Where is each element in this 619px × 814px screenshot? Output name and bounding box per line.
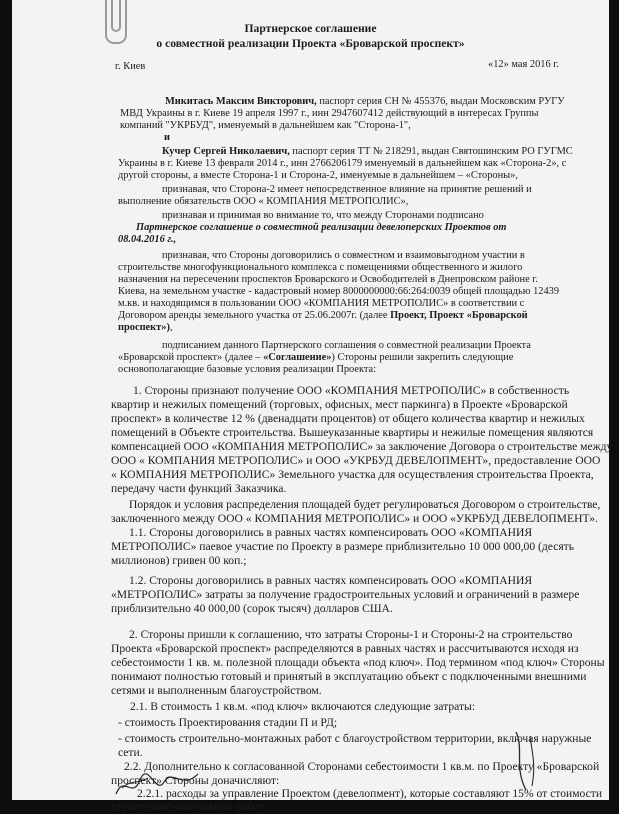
party1-line-1: [165, 96, 565, 108]
clause1-2-line-1: 1.2. Стороны договорились в равных частях компенсировать ООО «КОМПАНИЯ: [129, 574, 533, 587]
clause2-1-item-2-line-2: сети.: [118, 746, 143, 759]
agreement-definition: «Соглашение»: [263, 352, 332, 363]
clause1-1-line-2: МЕТРОПОЛИС» паевое участие по Проекту в размере приблизительно 10 000 000,00 (десять: [111, 540, 575, 553]
recital3-line-2: строительстве многофункционального комплекса с помещениями общественного и жилого: [118, 262, 523, 273]
prev-agreement-line-1: Партнерское соглашение о совместной реализации девелоперских Проектов от: [136, 222, 507, 233]
distribution-line-1: Порядок и условия распределения площадей будет регулироваться Договором о строительстве,: [129, 498, 601, 511]
recital4-line-3: основополагающие базовые условия реализации Проекта:: [118, 364, 377, 375]
agreement-ref-pre: «Броварской проспект» (далее –: [118, 352, 264, 363]
clause2-2-line-1: 2.2. Дополнительно к согласованной Сторонами себестоимости 1 кв.м. по Проекту «Броварской: [124, 760, 600, 773]
clause2-2-line-2: проспект» Стороны доначисляют:: [111, 774, 280, 787]
recital3-end: ,: [169, 322, 173, 333]
clause1-1-line-3: миллионов) гривен 00 коп.;: [111, 554, 247, 567]
city: г. Киев: [115, 61, 146, 72]
recital1-line-2: выполнение обязательств ООО « КОМПАНИЯ МЕТРОПОЛИС»,: [118, 196, 409, 207]
recital3-line-7: [118, 322, 173, 334]
party1-line-3: компаний "УКРБУД", именуемый в дальнейшем как "Сторона-1",: [120, 120, 411, 131]
signature-icon: [112, 760, 202, 800]
recital4-line-2: [118, 352, 513, 364]
project-definition-end: проспект»): [118, 322, 170, 333]
clause1-line-6: ООО « КОМПАНИЯ МЕТРОПОЛИС» и ООО «УКРБУД ДЕВЕЛОПМЕНТ», предоставление ООО: [111, 454, 601, 467]
clause1-line-5: компенсацией ООО «КОМПАНИЯ МЕТРОПОЛИС» за заключение Договора о строительстве между: [111, 440, 613, 453]
clause2-line-1: 2. Стороны пришли к соглашению, что затраты Стороны-1 и Стороны-2 на строительство: [129, 628, 573, 641]
clause2-line-4: понимают полностью готовый и принятый в эксплуатацию объект с подключенными внешними: [111, 670, 587, 683]
clause1-line-3: проспект» в количестве 12 % (двенадцати процентов) от общего количества квартир и нежилых: [111, 412, 585, 425]
clause2-2-1-line-1: 2.2.1. расходы за управление Проектом (девелопмент), которые составляют 15% от стоимости: [137, 787, 603, 800]
party2-line-2: Украины в г. Киеве 13 февраля 2014 г., инн 2766206179 именуемый в дальнейшем как «Сторона-2», с: [118, 158, 567, 169]
lease-reference: Договором аренды земельного участка от 25.06.2007г. (далее: [118, 310, 391, 321]
party2-line-3: другой стороны, а вместе Сторона-1 и Сторона-2, именуемые в дальнейшем – «Стороны»,: [118, 170, 518, 181]
recital3-line-1: признавая, что Стороны договорились о совместном и взаимовыгодном участии в: [162, 250, 525, 261]
party2-passport: паспорт серия ТТ № 218291, выдан Святошинским РО ГУГМС: [289, 146, 573, 157]
clause1-2-line-3: приблизительно 40 000,00 (сорок тысяч) долларов США.: [111, 602, 393, 615]
title-line-2: о совместной реализации Проекта «Броварской проспект»: [156, 37, 465, 50]
recital3-line-5: м.кв. и находящимся в пользовании ООО «КОМПАНИЯ МЕТРОПОЛИС» в соответствии с: [118, 298, 525, 309]
handwritten-mark-icon: [510, 728, 540, 792]
clause1-line-2: квартир и нежилых помещений (торговых, офисных, мест паркинга) в Проекте «Броварской: [111, 398, 568, 411]
conjunction: и: [164, 132, 170, 143]
party1-passport: паспорт серия СН № 455376, выдан Московским РУГУ: [316, 96, 565, 107]
clause2-1-line-1: 2.1. В стоимость 1 кв.м. «под ключ» включаются следующие затраты:: [130, 700, 476, 713]
clause2-line-5: сетями и выполненным благоустройством.: [111, 684, 322, 697]
clause1-line-4: помещений в Объекте строительства. Вышеуказанные квартиры и нежилые помещения являются: [111, 426, 594, 439]
recital1-line-1: признавая, что Сторона-2 имеет непосредственное влияние на принятие решений и: [162, 184, 532, 195]
document-page: [12, 0, 613, 813]
recital2: признавая и принимая во внимание то, что между Сторонами подписано: [162, 210, 484, 221]
date: «12» мая 2016 г.: [488, 59, 559, 70]
clause2-1-item-1: - стоимость Проектирования стадии П и РД;: [118, 716, 338, 729]
recital3-line-6: [118, 310, 528, 322]
recital4-line-1: подписанием данного Партнерского соглашения о совместной реализации Проекта: [162, 340, 531, 351]
clause2-2-1-line-2: строительно-монтажных работ;: [111, 800, 268, 813]
party1-line-2: МВД Украины в г. Киеве 19 апреля 1997 г., инн 2947607412 действующий в интересах Группы: [120, 108, 539, 119]
clause2-1-item-2-line-1: - стоимость строительно-монтажных работ с благоустройством территории, включая наружные: [118, 732, 592, 745]
prev-agreement-line-2: 08.04.2016 г.,: [118, 234, 177, 245]
distribution-line-2: заключенного между ООО « КОМПАНИЯ МЕТРОПОЛИС» и ООО «УКРБУД ДЕВЕЛОПМЕНТ».: [111, 512, 598, 525]
party1-name: Микитась Максим Викторович,: [165, 96, 317, 107]
party2-line-1: [162, 146, 573, 158]
agreement-ref-rest: ) Стороны решили закрепить следующие: [331, 352, 514, 363]
clause2-line-2: Проекта «Броварской проспект» распределяются в равных частях и рассчитываются исходя из: [111, 642, 579, 655]
recital3-line-3: назначения на пересечении проспектов Броварского и Освободителей в Днепровском районе г.: [118, 274, 538, 285]
clause1-1-line-1: 1.1. Стороны договорились в равных частях компенсировать ООО «КОМПАНИЯ: [129, 526, 533, 539]
party2-name: Кучер Сергей Николаевич,: [162, 146, 290, 157]
clause2-line-3: себестоимости 1 кв. м. полезной площади объекта «под ключ». Под термином «под ключ» Стороны: [111, 656, 605, 669]
clause1-line-8: передачу части функций Заказчика.: [111, 482, 287, 495]
project-definition: Проект, Проект «Броварской: [390, 310, 528, 321]
clause1-line-1: 1. Стороны признают получение ООО «КОМПАНИЯ МЕТРОПОЛИС» в собственность: [133, 384, 570, 397]
clause1-line-7: « КОМПАНИЯ МЕТРОПОЛИС» Земельного участка для осуществления строительства Проекта,: [111, 468, 594, 481]
title-line-1: Партнерское соглашение: [244, 22, 377, 35]
clause1-2-line-2: «МЕТРОПОЛИС» затраты за получение градостроительных условий и ограничений в размере: [111, 588, 580, 601]
recital3-line-4: Киева, на земельном участке - кадастровый номер 8000000000:66:264:0039 общей площадью 12439: [118, 286, 560, 297]
